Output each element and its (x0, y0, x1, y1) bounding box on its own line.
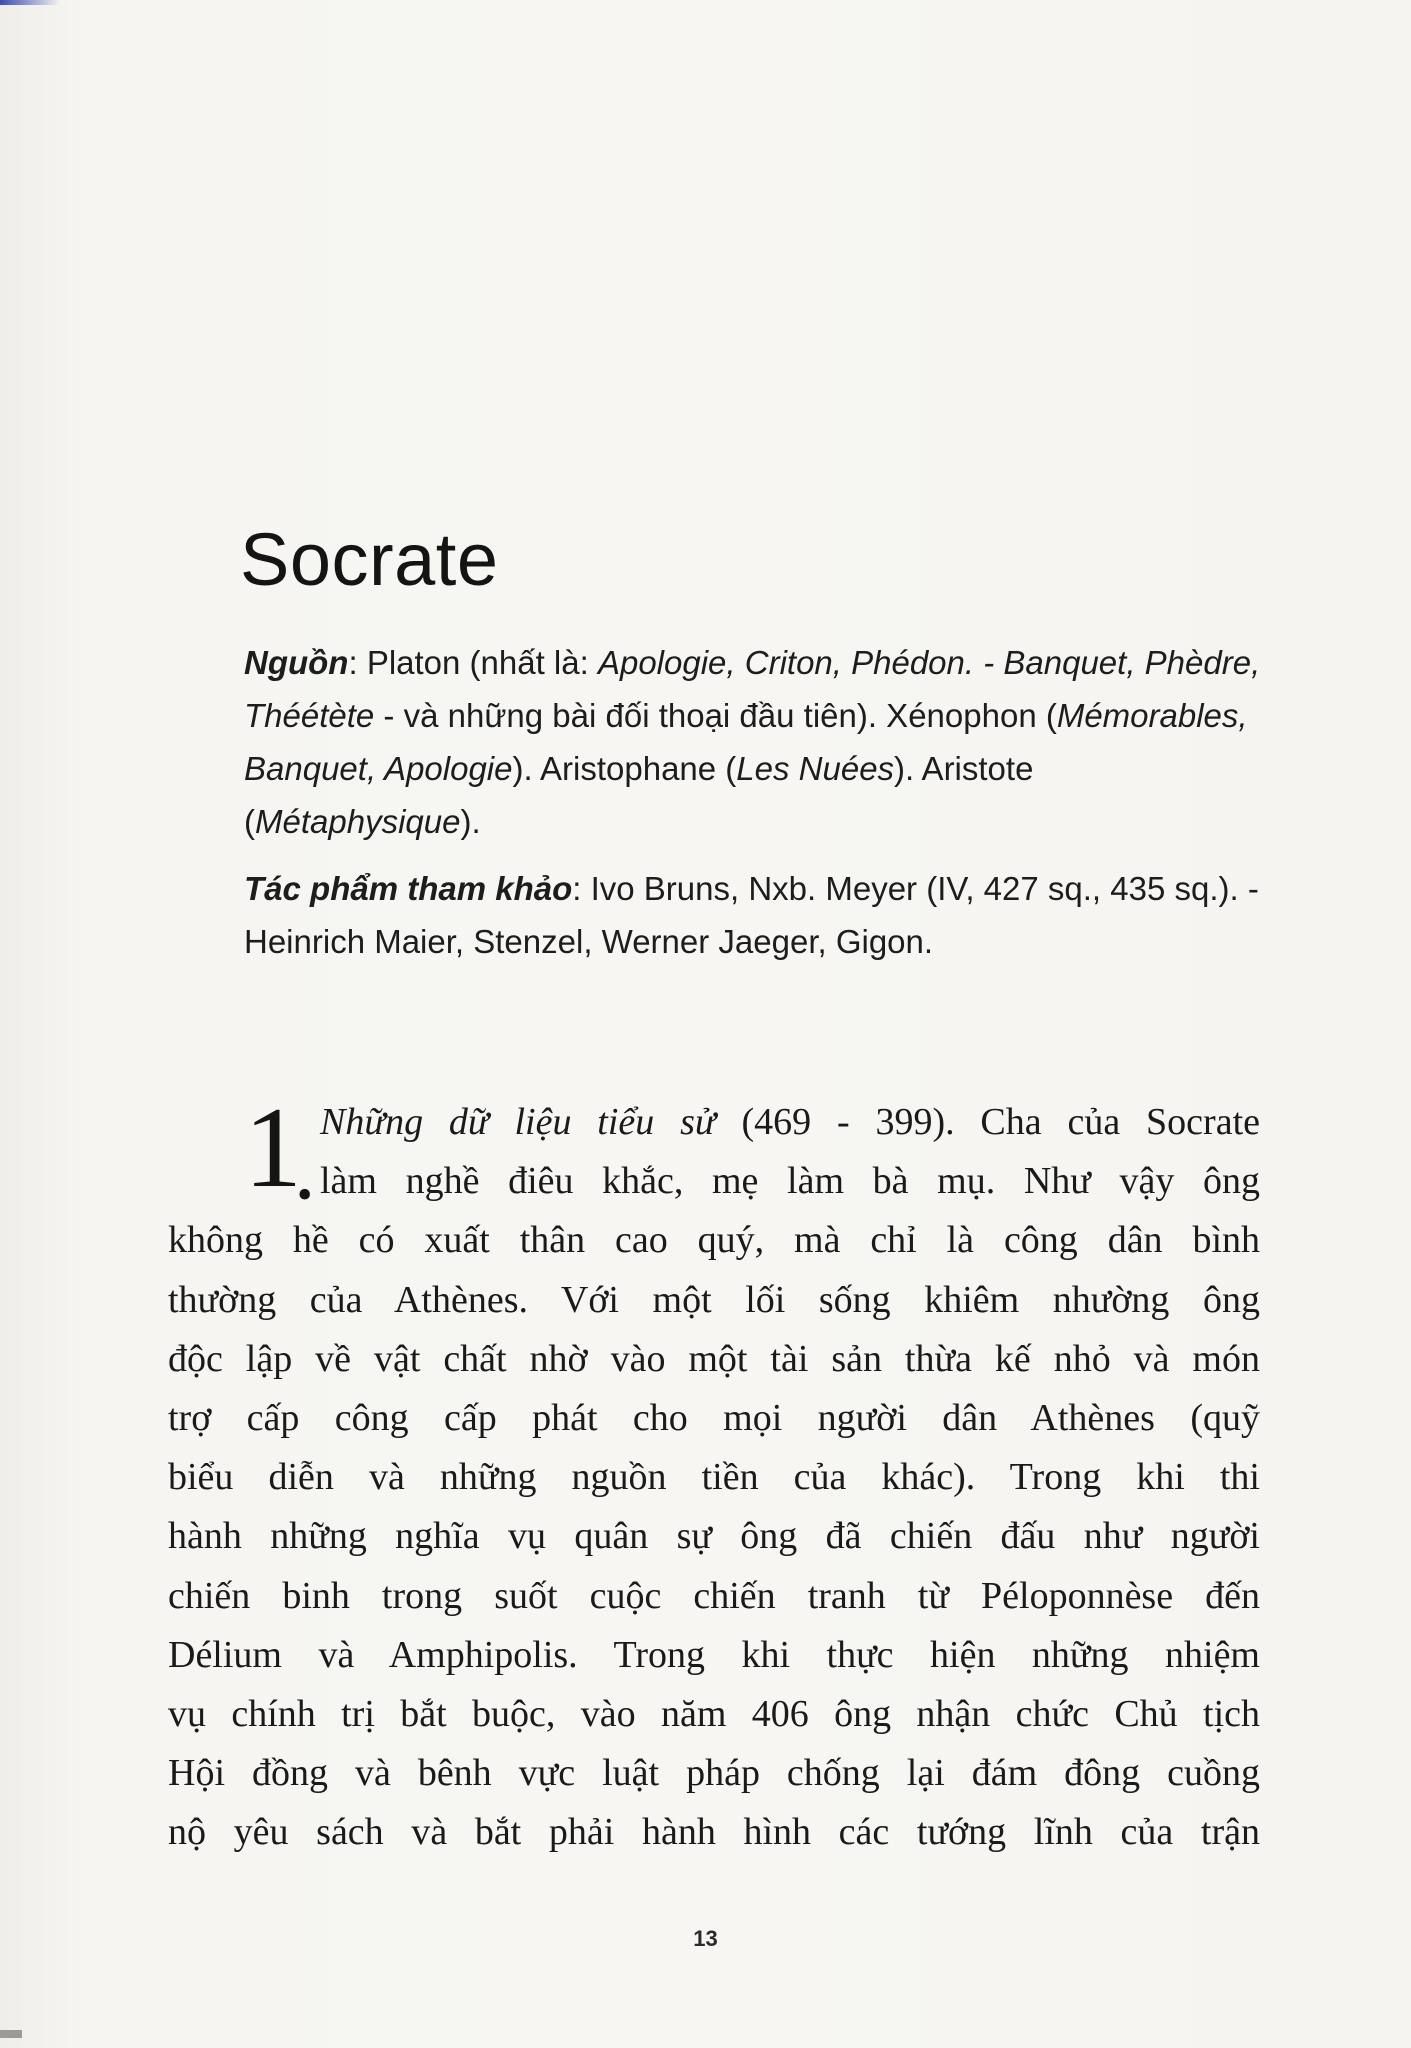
references-label: Tác phẩm tham khảo (244, 870, 573, 907)
sources-sep: : (348, 644, 367, 681)
body-line (168, 1093, 1260, 1152)
section-heading-rest: (469 - 399). Cha của Socrate (715, 1101, 1260, 1143)
sources-paragraph (244, 636, 1274, 848)
sources-text-3: ). Aristophane ( (512, 750, 737, 787)
references-paragraph (244, 862, 1274, 968)
body-line: độc lập về vật chất nhờ vào một tài sản thừa kế nhỏ và món (168, 1337, 1260, 1380)
section-number: 1 (244, 1084, 302, 1212)
chapter-title: Socrate (240, 518, 499, 601)
body-line: làm nghề điêu khắc, mẹ làm bà mụ. Như vậy ông (320, 1160, 1260, 1203)
body-line: nộ yêu sách và bắt phải hành hình các tướng lĩnh của trận (168, 1811, 1260, 1854)
section-heading: Những dữ liệu tiểu sử (320, 1101, 716, 1143)
body-line: không hề có xuất thân cao quý, mà chỉ là công dân bình (168, 1219, 1260, 1262)
sources-italic-4: Métaphysique (255, 803, 461, 840)
references-sep: : (572, 870, 591, 907)
body-line: vụ chính trị bắt buộc, vào năm 406 ông nhận chức Chủ tịch (168, 1692, 1260, 1735)
body-line: chiến binh trong suốt cuộc chiến tranh từ Péloponnèse đến (168, 1574, 1260, 1617)
sources-label: Nguồn (244, 644, 349, 681)
sources-italic-1: Apologie, Criton, Phédon. - Banquet, Phèdre, Théétète (244, 644, 1261, 734)
body-line: thường của Athènes. Với một lối sống khiêm nhường ông (168, 1278, 1260, 1321)
body-line: biểu diễn và những nguồn tiền của khác). Trong khi thi (168, 1456, 1260, 1499)
references-text: Ivo Bruns, Nxb. Meyer (IV, 427 sq., 435 sq.). - Heinrich Maier, Stenzel, Werner Jaeger, Gigon. (244, 870, 1259, 960)
biography-section (168, 1084, 1260, 1862)
body-line: hành những nghĩa vụ quân sự ông đã chiến đấu như người (168, 1515, 1260, 1558)
scan-edge-mark (0, 0, 60, 5)
sources-italic-2: Mémorables, Banquet, Apologie (244, 697, 1248, 787)
scan-edge-mark-bottom (0, 2030, 22, 2038)
sources-italic-3: Les Nuées (736, 750, 895, 787)
body-line: Délium và Amphipolis. Trong khi thực hiện những nhiệm (168, 1633, 1260, 1676)
body-line: Hội đồng và bênh vực luật pháp chống lại đám đông cuồng (168, 1752, 1260, 1795)
sources-text-1: Platon (nhất là: (366, 644, 598, 681)
section-number-dot: • (297, 1170, 313, 1219)
sources-text-2: - và những bài đối thoại đầu tiên). Xénophon ( (374, 697, 1057, 734)
page-number: 13 (693, 1926, 718, 1951)
body-line: trợ cấp công cấp phát cho mọi người dân Athènes (quỹ (168, 1396, 1260, 1439)
sources-text-4: ). Aristote ( (244, 750, 1034, 840)
sources-text-5: ). (460, 803, 481, 840)
